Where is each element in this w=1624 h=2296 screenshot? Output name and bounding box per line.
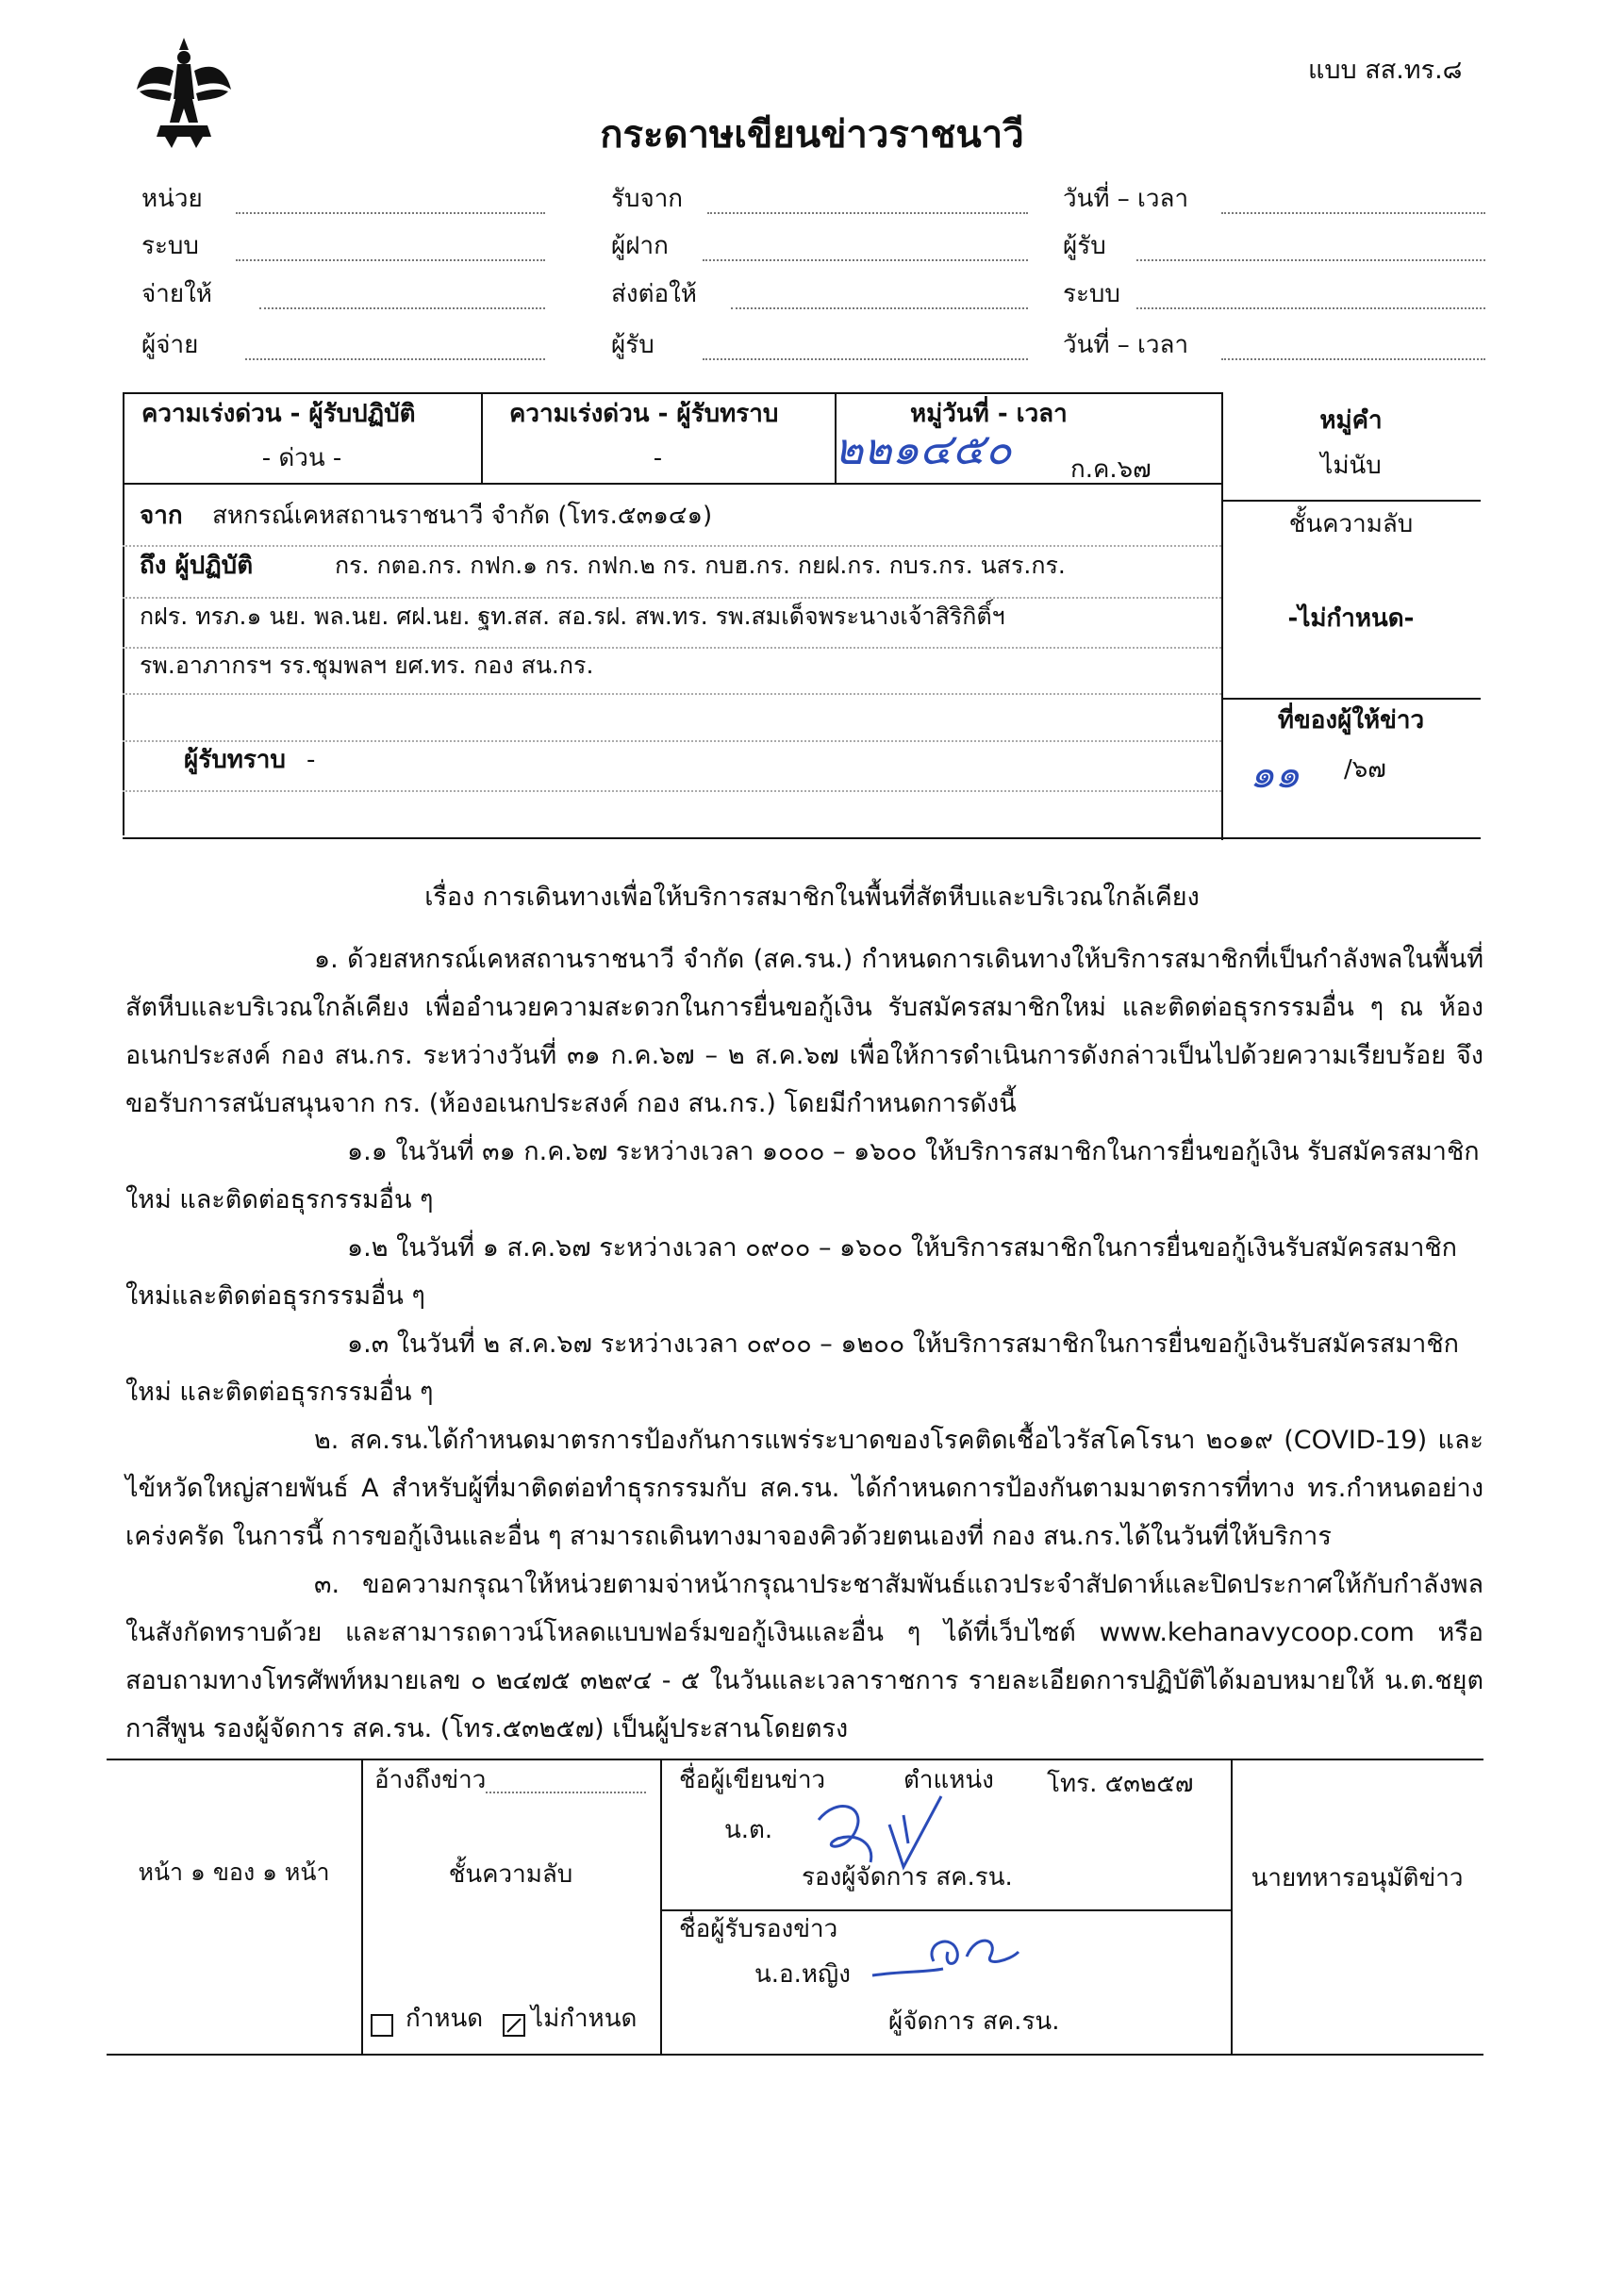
certifier-position: ผู้จัดการ สค.รน.: [888, 2007, 1060, 2036]
word-group-label: หมู่คำ: [1319, 406, 1383, 435]
sender-ref-handwritten: ๑๑: [1250, 751, 1301, 797]
paragraph-2: ๒. สค.รน.ได้กำหนดมาตรการป้องกันการแพร่ระบาดของโรคติดเชื้อไวรัสโคโรนา ๒๐๑๙ (COVID-19) และไข้หวัดใหญ่สายพันธ์ A สำหรับผู้ที่มาติดต่อทำธุรกรรมกับ สค.รน. ได้กำหนดการป้องกันตามมาตรการที่ทาง ทร.กำหนดอย่างเคร่งครัด ในการนี้ การขอกู้เงินและอื่น ๆ สามารถเดินทางมาจองคิวด้วยตนเองที่ กอง สน.กร.ได้ในวันที่ให้บริการ: [125, 1426, 1483, 1551]
from-label: จาก: [140, 502, 183, 530]
from-value: สหกรณ์เคหสถานราชนาวี จำกัด (โทร.๕๓๑๔๑): [212, 502, 713, 530]
paragraph-1-2: ๑.๒ ในวันที่ ๑ ส.ค.๖๗ ระหว่างเวลา ๐๙๐๐ – ๑๖๐๐ ให้บริการสมาชิกในการยื่นขอกู้เงินรับสมัครสมาชิกใหม่และติดต่อธุรกรรมอื่น ๆ: [125, 1233, 1458, 1311]
certifier-rank: น.อ.หญิง: [754, 1960, 851, 1989]
undefined-checkbox[interactable]: [503, 2014, 525, 2037]
writer-label: ชื่อผู้เขียนข่าว: [679, 1766, 826, 1794]
datetime-group-label: หมู่วันที่ - เวลา: [910, 400, 1068, 428]
meta-label: ระบบ: [1063, 280, 1120, 308]
subject: เรื่อง การเดินทางเพื่อให้บริการสมาชิกในพื้นที่สัตหีบและบริเวณใกล้เคียง: [424, 883, 1200, 912]
page-title: กระดาษเขียนข่าวราชนาวี: [600, 113, 1024, 157]
form-code: แบบ สส.ทร.๘: [1308, 56, 1463, 85]
approver-label: นายทหารอนุมัติข่าว: [1251, 1864, 1464, 1892]
meta-label: ผู้จ่าย: [141, 331, 199, 359]
meta-label: ผู้รับ: [1063, 232, 1106, 260]
writer-phone: โทร. ๕๓๒๕๗: [1047, 1770, 1194, 1798]
sender-ref-label: ที่ของผู้ให้ข่าว: [1277, 706, 1425, 735]
info-recipient-value: -: [307, 746, 316, 774]
certifier-signature-icon: [868, 1924, 1037, 1990]
meta-label: ผู้รับ: [611, 331, 655, 359]
paragraph-1: ๑. ด้วยสหกรณ์เคหสถานราชนาวี จำกัด (สค.รน.) กำหนดการเดินทางให้บริการสมาชิกที่เป็นกำลังพลในพื้นที่สัตหีบและบริเวณใกล้เคียง เพื่ออำนวยความสะดวกในการยื่นขอกู้เงิน รับสมัครสมาชิกใหม่ และติดต่อธุรกรรมอื่น ๆ ณ ห้องอเนกประสงค์ กอง สน.กร. ระหว่างวันที่ ๓๑ ก.ค.๖๗ – ๒ ส.ค.๖๗ เพื่อให้การดำเนินการดังกล่าวเป็นไปด้วยความเรียบร้อย จึงขอรับการสนับสนุนจาก กร. (ห้องอเนกประสงค์ กอง สน.กร.) โดยมีกำหนดการดังนี้: [125, 945, 1483, 1118]
datetime-handwritten: ๒๒๑๔๕๐: [835, 423, 1012, 474]
certifier-label: ชื่อผู้รับรองข่าว: [679, 1915, 838, 1943]
meta-label: วันที่ – เวลา: [1063, 331, 1189, 359]
writer-position: รองผู้จัดการ สค.รน.: [802, 1863, 1013, 1891]
reference-label: อ้างถึงข่าว: [374, 1766, 487, 1794]
meta-label: หน่วย: [141, 185, 203, 213]
info-priority-value: -: [653, 444, 663, 472]
to-line-3: รพ.อาภากรฯ รร.ชุมพลฯ ยศ.ทร. กอง สน.กร.: [140, 652, 594, 679]
paragraph-3: ๓. ขอความกรุณาให้หน่วยตามจ่าหน้ากรุณาประชาสัมพันธ์แถวประจำสัปดาห์และปิดประกาศให้กับกำลังพลในสังกัดทราบด้วย และสามารถดาวน์โหลดแบบฟอร์มขอกู้เงินและอื่น ๆ ได้ที่เว็บไซต์ www.kehanavycoop.com หรือสอบถามทางโทรศัพท์หมายเลข ๐ ๒๔๗๕ ๓๒๙๔ - ๕ ในวันและเวลาราชการ รายละเอียดการปฏิบัติได้มอบหมายให้ น.ต.ชยุต กาสีพูน รองผู้จัดการ สค.รน. (โทร.๕๓๒๕๗) เป็นผู้ประสานโดยตรง: [125, 1570, 1483, 1743]
position-label: ตำแหน่ง: [903, 1766, 994, 1794]
paragraph-1-3: ๑.๓ ในวันที่ ๒ ส.ค.๖๗ ระหว่างเวลา ๐๙๐๐ – ๑๒๐๐ ให้บริการสมาชิกในการยื่นขอกู้เงินรับสมัครสมาชิกใหม่ และติดต่อธุรกรรมอื่น ๆ: [125, 1330, 1460, 1407]
defined-checkbox[interactable]: [371, 2014, 393, 2037]
to-line-2: กฝร. ทรภ.๑ นย. พล.นย. ศฝ.นย. ฐท.สส. สอ.รฝ. สพ.ทร. รพ.สมเด็จพระนางเจ้าสิริกิติ์ฯ: [140, 603, 1005, 630]
action-priority-value: - ด่วน -: [261, 444, 342, 472]
info-recipient-label: ผู้รับทราบ: [184, 746, 286, 774]
word-group-value: ไม่นับ: [1320, 452, 1382, 480]
meta-label: ส่งต่อให้: [611, 280, 697, 308]
meta-label: วันที่ – เวลา: [1063, 185, 1189, 213]
classification-value: -ไม่กำหนด-: [1287, 604, 1415, 633]
message-body: [125, 935, 1483, 1753]
meta-label: รับจาก: [611, 185, 684, 213]
classification-footer-label: ชั้นความลับ: [448, 1860, 573, 1889]
paragraph-1-1: ๑.๑ ในวันที่ ๓๑ ก.ค.๖๗ ระหว่างเวลา ๑๐๐๐ – ๑๖๐๐ ให้บริการสมาชิกในการยื่นขอกู้เงิน รับสมัครสมาชิกใหม่ และติดต่อธุรกรรมอื่น ๆ: [125, 1137, 1480, 1214]
defined-label: กำหนด: [406, 2005, 484, 2033]
datetime-month: ก.ค.๖๗: [1070, 455, 1152, 484]
page-count: หน้า ๑ ของ ๑ หน้า: [138, 1858, 330, 1886]
action-priority-label: ความเร่งด่วน - ผู้รับปฏิบัติ: [141, 400, 416, 428]
writer-rank: น.ต.: [724, 1816, 773, 1844]
sender-ref-year: /๖๗: [1344, 755, 1386, 784]
undefined-label: ไม่กำหนด: [531, 2005, 638, 2033]
info-priority-label: ความเร่งด่วน - ผู้รับทราบ: [509, 400, 779, 428]
to-line-1: กร. กตอ.กร. กฟก.๑ กร. กฟก.๒ กร. กบฮ.กร. กยฝ.กร. กบร.กร. นสร.กร.: [335, 552, 1066, 579]
to-label: ถึง ผู้ปฏิบัติ: [140, 552, 254, 580]
meta-label: จ่ายให้: [141, 280, 212, 308]
meta-label: ระบบ: [141, 232, 199, 260]
meta-label: ผู้ฝาก: [611, 232, 669, 260]
classification-label: ชั้นความลับ: [1288, 510, 1414, 538]
